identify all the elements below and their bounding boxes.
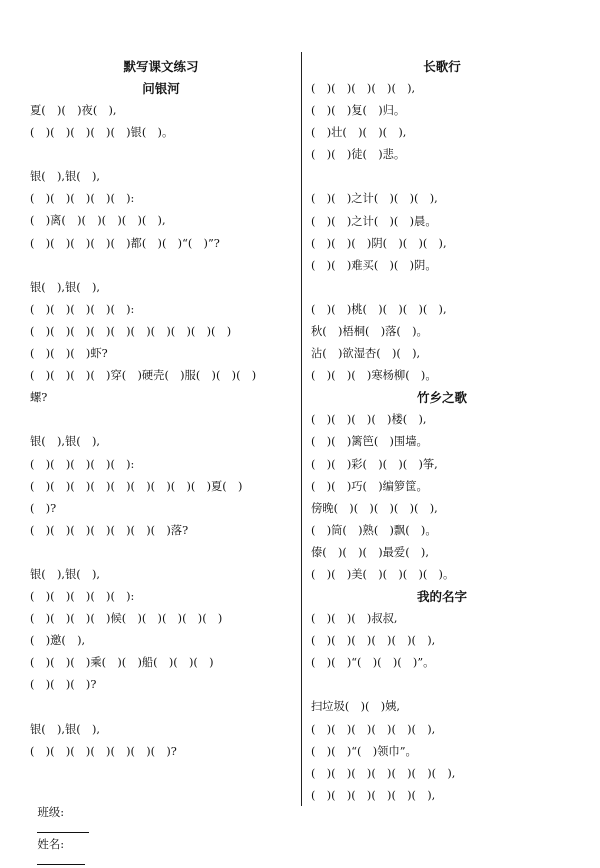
poem-line: ( )( )( )( )( ): [30, 192, 135, 206]
poem-line: ( )壮( )( )( ), [311, 126, 407, 140]
poem-line: 银( ),银( ), [30, 280, 100, 294]
column-divider [301, 52, 302, 806]
poem-line: ( )( )( )( )( )都( )( )“( )”? [30, 236, 220, 250]
poem-line: ( )( )( )( )( )( )( )? [30, 744, 177, 758]
poem-title-zhuxiang: 竹乡之歌 [416, 390, 467, 406]
poem-body-changgexing [311, 78, 573, 387]
poem-line: ( )( )复( )归。 [311, 104, 406, 118]
poem-line: 银( ),银( ), [30, 722, 100, 736]
poem-line: ( )( )“( )领巾”。 [311, 744, 417, 758]
poem-line: ( )( )( )( )候( )( )( )( )( ) [30, 612, 223, 626]
stanza-gap [311, 277, 573, 299]
poem-body-wen-yinhe [30, 100, 292, 763]
name-label: 姓名: [37, 837, 65, 851]
poem-line: ( )( )巧( )编箩筐。 [311, 479, 428, 493]
poem-line: 银( ),银( ), [30, 170, 100, 184]
poem-line: ( )( )桃( )( )( )( ), [311, 302, 447, 316]
right-column [311, 56, 573, 807]
poem-line: ( )( )彩( )( )( )筝, [311, 457, 438, 471]
poem-line: ( )( )( )阴( )( )( ), [311, 236, 447, 250]
poem-line: ( )( )( )( )( ), [311, 82, 416, 95]
poem-line: ( )( )( )( )( ): [30, 457, 135, 471]
poem-line: ( )( )( )( )( )( ), [311, 634, 436, 648]
poem-line: ( )( )( )( )( ): [30, 590, 135, 604]
poem-body-zhuxiang [311, 409, 573, 586]
poem-line: 扫垃圾( )( )姨, [311, 700, 401, 714]
poem-line: ( )( )( )( )( )银( )。 [30, 126, 174, 140]
name-field[interactable] [37, 852, 85, 865]
poem-line: 夏( )( )夜( ), [30, 104, 117, 117]
poem-line: ( )( )( )( )( )( ), [311, 722, 436, 736]
poem-line: ( )( )( )乘( )( )船( )( )( ) [30, 656, 214, 670]
class-label: 班级: [37, 805, 65, 819]
poem-line: ( )( )( )( )楼( ), [311, 413, 427, 427]
poem-line: ( )( )( )叔叔, [311, 612, 398, 626]
poem-line: ( )( )( )( )( )( )( )( )( )夏( ) [30, 479, 243, 493]
poem-line: ( )( )美( )( )( )( )。 [311, 567, 455, 581]
stanza-gap [311, 166, 573, 188]
stanza-gap [30, 542, 292, 564]
left-column [30, 56, 292, 763]
poem-title-wode-mingzi: 我的名字 [416, 589, 467, 605]
poem-line: ( )? [30, 501, 57, 515]
poem-line: 傣( )( )( )最爱( ), [311, 545, 429, 559]
stanza-gap [30, 255, 292, 277]
poem-line: ( )( )( )( )( ): [30, 302, 135, 316]
poem-line: ( )( )( )( )( )( )( )( )( )( ) [30, 324, 232, 338]
poem-title-wen-yinhe: 问银河 [142, 81, 180, 96]
poem-line: ( )( )篱笆( )围墙。 [311, 435, 428, 449]
poem-line: ( )( )之计( )( )( ), [311, 192, 438, 206]
class-field[interactable] [37, 820, 89, 833]
poem-line: ( )筒( )熟( )飘( )。 [311, 523, 437, 537]
poem-line: ( )( )( )寒杨柳( )。 [311, 369, 437, 383]
stanza-gap [30, 144, 292, 166]
poem-line: ( )( )“( )( )( )”。 [311, 656, 435, 670]
stanza-gap [30, 697, 292, 719]
stanza-gap [311, 674, 573, 696]
stanza-gap [30, 409, 292, 431]
poem-line: 秋( )梧桐( )落( )。 [311, 325, 428, 339]
poem-line: 沾( )欲湿杏( )( ), [311, 347, 421, 361]
poem-line: ( )( )难买( )( )阴。 [311, 258, 437, 272]
poem-line: ( )( )( )? [30, 678, 97, 692]
poem-line: 螺? [30, 391, 48, 405]
poem-body-wode-mingzi [311, 608, 573, 807]
poem-line: ( )( )( )( )穿( )硬壳( )服( )( )( ) [30, 369, 257, 383]
poem-line: ( )邀( ), [30, 634, 86, 648]
poem-line: ( )( )( )( )( )( )( )落? [30, 523, 189, 537]
poem-line: 银( ),银( ), [30, 567, 100, 581]
poem-line: ( )( )( )虾? [30, 347, 108, 361]
poem-line: ( )离( )( )( )( )( ), [30, 214, 166, 228]
poem-line: 傍晚( )( )( )( )( ), [311, 501, 438, 515]
poem-line: ( )( )徒( )悲。 [311, 148, 406, 162]
footer [30, 790, 89, 868]
poem-line: 银( ),银( ), [30, 435, 100, 449]
poem-line: ( )( )之计( )( )晨。 [311, 214, 437, 228]
poem-title-changgexing: 长歌行 [423, 59, 461, 74]
poem-line: ( )( )( )( )( )( )( ), [311, 766, 456, 780]
poem-line: ( )( )( )( )( )( ), [311, 788, 436, 802]
worksheet-heading: 默写课文练习 [123, 59, 199, 74]
